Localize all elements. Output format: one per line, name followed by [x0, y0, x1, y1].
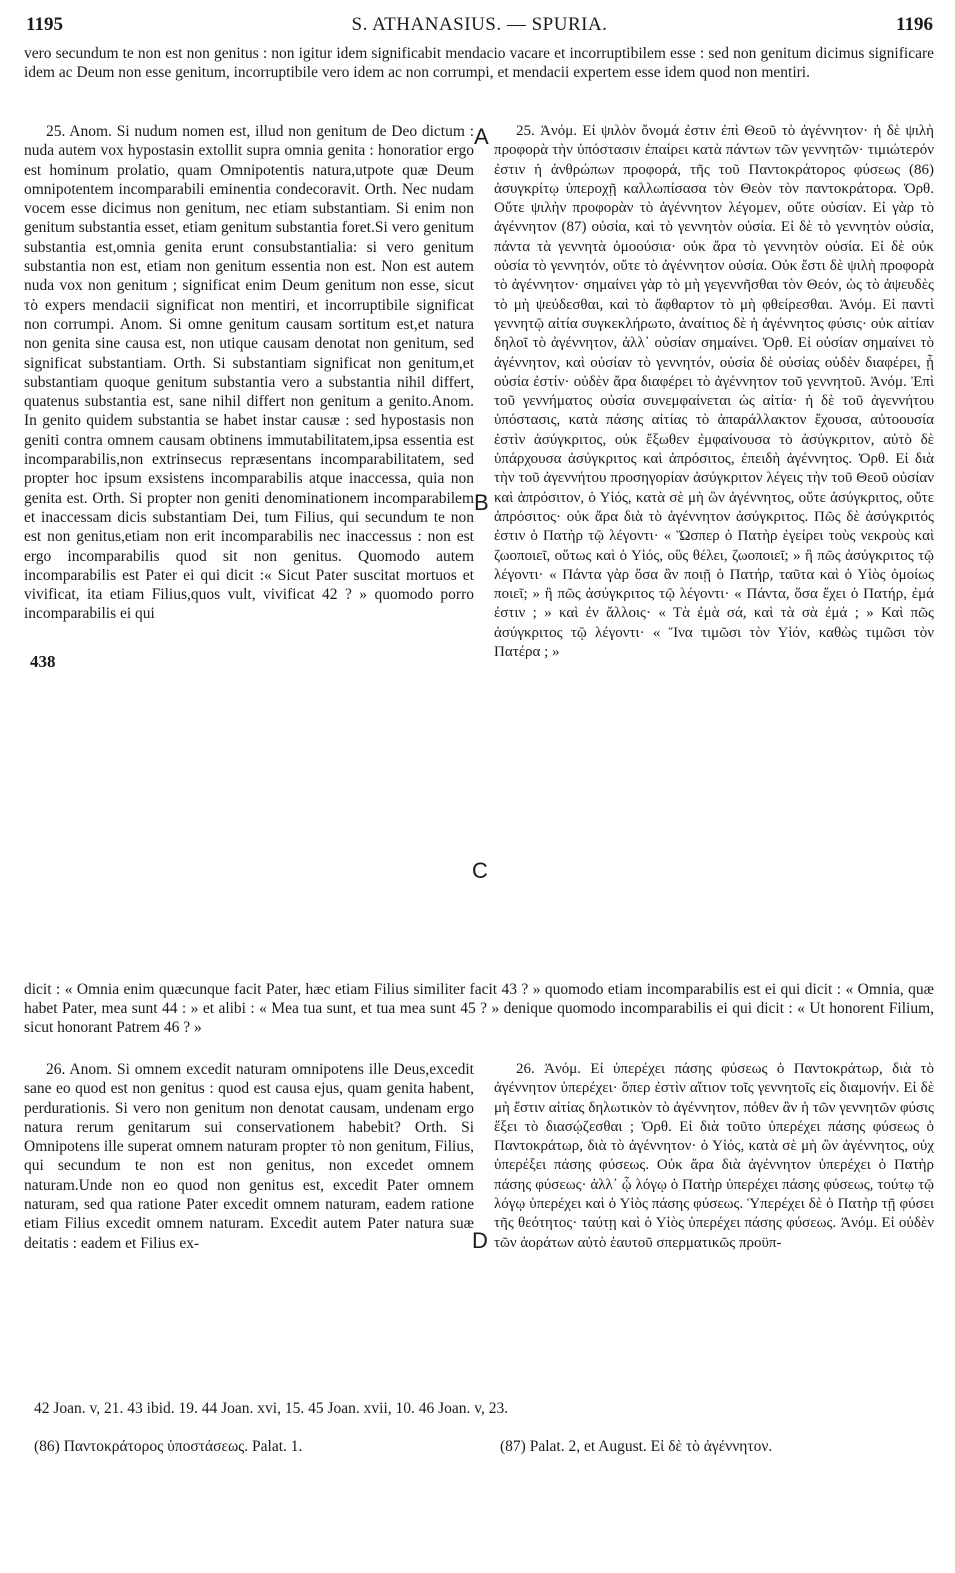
- latin-column-section-25: [24, 122, 474, 980]
- running-header: [26, 14, 933, 40]
- variant-note-87: (87) Palat. 2, et August. Εἰ δὲ τὸ ἀγέννητον.: [500, 1438, 773, 1455]
- margin-column-number: 438: [30, 652, 56, 671]
- margin-letter-a: A: [474, 124, 489, 149]
- margin-letter-c: C: [472, 858, 488, 883]
- latin-column-section-26: [24, 1060, 474, 1390]
- latin-text-26: 26. Anom. Si omnem excedit naturam omnipotens ille Deus,excedit sane eo quod est non genitus : quod est causa ejus, quam genita habent, perdurationis. Si vero non genitum non denotat causam, undenam ergo natura rerum genitarum sui conservationem habebit? Orth. Si Omnipotens ille superat omnem naturam propter τὸ non genitum, Filius, qui secundum te non est non genitus, non excedet omnem naturam.Unde non eo quod non genitus est, excedit Pater omnem naturam, sed qua ratione Pater excedit omnem naturam, eadem ratione etiam Filius excedit omnem naturam. Excedit autem Pater natura suæ deitatis : eadem et Filius ex-: [24, 1061, 474, 1252]
- greek-text-25: 25. Ἀνόμ. Εἰ ψιλὸν ὄνομά ἐστιν ἐπὶ Θεοῦ τὸ ἀγέννητον· ἡ δὲ ψιλὴ προφορὰ τὴν ὑπόστασιν ἐπαίρει κατὰ πάντων τῶν γεννητῶν· τιμιώτερόν ἐστιν ἡ ἀνθρώπων προφορά, τῆς τοῦ Παντοκράτορος φύσεως (86) ἀσυγκρίτῳ ὑπεροχῇ καλλωπίσασα τὸν Θεὸν τὸν παντοκράτορα. Ὀρθ. Οὔτε ψιλὴν προφορὰν τὸ ἀγέννητον λέγομεν, οὔτε οὐσίαν. Εἰ γὰρ τὸ ἀγέννητον (87) οὐσία, καὶ τὸ γεννητὸν οὐσία. Εἰ δὲ τὸ γεννητὸν οὐσία, πάντα τὰ γεννητὰ ὁμοούσια· οὐκ ἄρα τὸ γεννητὸν οὐσία. Εἰ δὲ οὐκ οὐσία τὸ γεννητόν, οὔτε τὸ ἀγέννητον οὐσία. Οὐκ ἔστι δὲ ψιλὴ προφορὰ τὸ ἀγέννητον· σημαίνει γὰρ τὸ μὴ γεγεννῆσθαι τὸν Θεόν, ὡς τὸ ἀψευδὲς τὸ μὴ ψεύδεσθαι, καὶ τὸ ἄφθαρτον τὸ μὴ φθείρεσθαι. Ἀνόμ. Εἰ παντὶ γεννητῷ αἰτία συγκεκλήρωτο, ἀναίτιος δὲ ἡ ἀγέννητος φύσις· οὐκ αἰτίαν δηλοῖ τὸ ἀγέννητον, ἀλλ᾽ οὐσίαν σημαίνει. Ὀρθ. Εἰ οὐσίαν σημαίνει τὸ ἀγέννητον, καὶ οὐσίαν τὸ γεννητόν, οὐσία δὲ οὐσίας οὐδὲν διαφέρει, ᾗ οὐσία ἐστίν· οὐδὲν ἄρα διαφέρει τὸ ἀγέννητον τοῦ γεννητοῦ. Ἀνόμ. Ἐπὶ τοῦ γεννήματος οὐσία συνεμφαίνεται ὡς αἰτία· ἡ δὲ τοῦ ἀγεννήτου ὑπόστασις, κατὰ πάσης αἰτίας τὸ ἀπαράλλακτον ἔχουσα, αὐτοουσία ἐστὶν ἀσύγκριτος, οὐκ ἔξωθεν ἐμφαίνουσα τὸ ἀσύγκριτον, αὐτὸ δὲ ὑπάρχουσα ἀσύγκριτος καὶ ἀπρόσιτος, ἐπειδὴ ἀγέννητος. Ὀρθ. Εἰ διὰ τὴν τοῦ ἀγεννήτου προσηγορίαν ἀσύγκριτον λέγεις τὴν τοῦ Θεοῦ οὐσίαν καὶ ἀπρόσιτον, ὁ Υἱός, κατὰ σὲ μὴ ὢν ἀγέννητος, οὔτε ἀσύγκριτος, οὔτε ἀπρόσιτος· οὐκ ἄρα διὰ τὸ ἀγέννητον ἀσύγκριτος. Πῶς δὲ ἀσύγκριτός ἐστιν ὁ Πατὴρ τῷ λέγοντι· « Ὥσπερ ὁ Πατὴρ ἐγείρει τοὺς νεκροὺς καὶ ζωοποιεῖ, οὕτως καὶ ὁ Υἱός, οὓς θέλει, ζωοποιεῖ; » ἢ πῶς ἀσύγκριτος τῷ λέγοντι· « Πάντα γὰρ ὅσα ἂν ποιῇ ὁ Πατήρ, ταῦτα καὶ ὁ Υἱὸς ὁμοίως ποιεῖ; » ἢ πῶς ἀσύγκριτος τῷ λέγοντι· « Πάντα, ὅσα ἔχει ὁ Πατήρ, ἐμά ἐστιν ; » καὶ ἐν ἄλλοις· « Τὰ ἐμὰ σά, καὶ τὰ σὰ ἐμά ; » Καὶ πῶς ἀσύγκριτος τῷ λέγοντι· « Ἵνα τιμῶσι τὸν Υἱόν, καθὼς τιμῶσι τὸν Πατέρα ; »: [494, 123, 934, 661]
- margin-letter-b: B: [474, 490, 489, 515]
- scripture-footnotes: 42 Joan. v, 21. 43 ibid. 19. 44 Joan. xvi, 15. 45 Joan. xvii, 10. 46 Joan. v, 23.: [34, 1400, 509, 1417]
- bridge-paragraph: dicit : « Omnia enim quæcunque facit Pater, hæc etiam Filius similiter facit 43 ? » quomodo etiam incomparabilis est ei qui dicit : « Omnia, quæ habet Pater, mea sunt 44 : » et alibi : « Mea tua sunt, et tua mea sunt 45 ? » denique quomodo incomparabilis ei qui dicit : « Ut honorent Filium, sicut honorant Patrem 46 ? »: [24, 981, 934, 1036]
- intro-paragraph: vero secundum te non est non genitus : non igitur idem significabit mendacio vacare et incorruptibilem esse : sed non genitum dicimus significare idem ac Deum non esse genitum, incorruptibile vero idem ac non corrumpi, et mendacii expertem esse idem quod non mentiri.: [24, 45, 934, 81]
- greek-column-section-26: [494, 1060, 934, 1390]
- margin-letter-d: D: [472, 1228, 488, 1253]
- latin-text-25: 25. Anom. Si nudum nomen est, illud non genitum de Deo dictum : nuda autem vox hypostasin extollit supra omnia genita : honoratior ergo est hominum prolatio, quam Omnipotentis natura,utpote quæ Deum omnipotentem incomparabili eminentia condecoravit. Orth. Nec nudam vocem esse dicimus non genitum, nec etiam substantiam. Si enim non genitum substantia esset, etiam genitum substantia foret.Si vero genitum substantia est,omnia genita erunt consubstantialia: si vero genitum substantia non est, etiam non genitum essentia non est. Non est autem nuda vox non genitum ; significat enim Deum genitum non esse, sicut τὸ expers mendacii significat non mentiri, et incorruptibile significat non corrumpi. Anom. Si omne genitum causam sortitum est,et natura non genita sine causa est, non utique causam denotat non genitum, sed significat substantiam. Orth. Si substantiam significat non genitum,et substantiam quoque genitum substantia vero a substantia nihil differt, quatenus substantia est, sane nihil differt non genitum a genito.Anom. In genito quidem substantia se habet instar causæ : sed hypostasis non geniti contra omnem causam obtinens immutabilitatem,ipsa essentia est incomparabilis,non extrinsecus repræsentans incomparabilitatem, sed propter hoc ipsum exsistens incomparabilis atque inaccessa, quia non genita est. Orth. Si propter non geniti denominationem incomparabilem et inaccessam dicis substantiam Dei, tum Filius, qui secundum te non est non genitus,etiam non erit incomparabilis nec inaccessus : non est ergo incomparabilis quod sit non genitus. Quomodo autem incomparabilis est Pater ei qui dicit :« Sicut Pater suscitat mortuos et vivificat, ita etiam Filius,quos vult, vivificat 42 ? » quomodo porro incomparabilis ei qui: [24, 123, 474, 623]
- page-number-right: 1196: [896, 14, 933, 35]
- greek-text-26: 26. Ἀνόμ. Εἰ ὑπερέχει πάσης φύσεως ὁ Παντοκράτωρ, διὰ τὸ ἀγέννητον ὑπερέχει· ὅπερ ἐστὶν αἴτιον τοῖς γεννητοῖς εἰς διαμονήν. Εἰ δὲ μὴ ἔστιν αἰτίας δηλωτικὸν τὸ ἀγέννητον, πόθεν ἂν ἡ τῶν γεννητῶν φύσις ἕξει τὸ διασῴζεσθαι ; Ὀρθ. Εἰ διὰ τοῦτο ὑπερέχει πάσης φύσεως ὁ Παντοκράτωρ, διὰ τὸ ἀγέννητον· ὁ Υἱός, κατὰ σὲ μὴ ὢν ἀγέννητος, οὐχ ὑπερέξει πάσης φύσεως. Οὐκ ἄρα διὰ ἀγέννητον ὑπερέχει ὁ Πατὴρ πάσης φύσεως· ἀλλ᾽ ᾧ λόγῳ ὁ Πατὴρ ὑπερέχει πάσης φύσεως, τούτῳ τῷ λόγῳ ὑπερέχει καὶ ὁ Υἱὸς πάσης φύσεως. Ὑπερέχει δὲ ὁ Πατὴρ τῇ φύσει τῆς θεότητος· ταύτῃ καὶ ὁ Υἱὸς ὑπερέχει πάσης φύσεως. Ἀνόμ. Εἰ οὐδὲν τῶν ἀοράτων αὐτὸ ἑαυτοῦ σπερματικῶς προϋπ-: [494, 1061, 934, 1251]
- greek-column-section-25: [494, 122, 934, 980]
- page-number-left: 1195: [26, 14, 63, 35]
- running-title: S. ATHANASIUS. — SPURIA.: [351, 14, 608, 35]
- variant-note-86: (86) Παντοκράτορος ὑποστάσεως. Palat. 1.: [34, 1438, 303, 1455]
